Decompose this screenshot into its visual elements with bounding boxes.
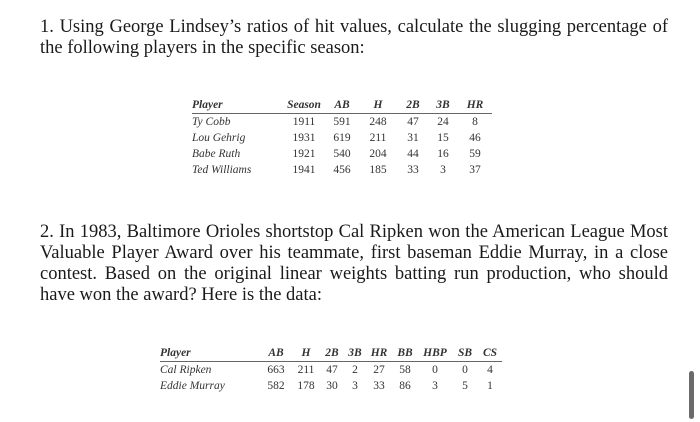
cell: 211 bbox=[369, 132, 387, 144]
cell: 663 bbox=[267, 364, 285, 376]
cell: 204 bbox=[369, 148, 387, 160]
cell: 4 bbox=[487, 364, 493, 376]
cell: 31 bbox=[407, 132, 419, 144]
cell: 16 bbox=[437, 148, 449, 160]
cell: 24 bbox=[437, 116, 449, 128]
player-name: Babe Ruth bbox=[192, 148, 241, 160]
cell: 47 bbox=[326, 364, 338, 376]
question-2-table bbox=[160, 345, 502, 394]
cell: 591 bbox=[333, 116, 351, 128]
player-name: Lou Gehrig bbox=[192, 132, 246, 144]
cell: 178 bbox=[297, 380, 315, 392]
table-row bbox=[192, 146, 492, 162]
player-name: Eddie Murray bbox=[160, 380, 225, 392]
question-1-table bbox=[192, 97, 492, 178]
cell: 37 bbox=[469, 164, 481, 176]
cell: 185 bbox=[369, 164, 387, 176]
cell: 248 bbox=[369, 116, 387, 128]
cell: 619 bbox=[333, 132, 351, 144]
table-row bbox=[192, 162, 492, 178]
header-hr: HR bbox=[458, 97, 492, 114]
cell: 582 bbox=[267, 380, 285, 392]
table-row bbox=[192, 114, 492, 131]
cell: 1921 bbox=[292, 148, 316, 160]
player-name: Cal Ripken bbox=[160, 364, 212, 376]
header-3b: 3B bbox=[428, 97, 458, 114]
cell: 44 bbox=[407, 148, 419, 160]
cell: 1931 bbox=[292, 132, 316, 144]
table-header-row bbox=[192, 97, 492, 114]
header-ab: AB bbox=[260, 345, 292, 362]
header-3b: 3B bbox=[344, 345, 366, 362]
header-player: Player bbox=[192, 97, 282, 114]
cell: 58 bbox=[399, 364, 411, 376]
cell: 15 bbox=[437, 132, 449, 144]
question-2-text: 2. In 1983, Baltimore Orioles shortstop Cal Ripken won the American League Most Valuable Player Award over his teammate, first baseman Eddie Murray, in a close contest. Based on the original linear weights batting run production, who should have won the award? Here is the data: bbox=[40, 222, 668, 305]
table-row bbox=[160, 362, 502, 379]
cell: 3 bbox=[352, 380, 358, 392]
cell: 0 bbox=[432, 364, 438, 376]
cell: 30 bbox=[326, 380, 338, 392]
cell: 1911 bbox=[292, 116, 316, 128]
header-hr: HR bbox=[366, 345, 392, 362]
cell: 3 bbox=[432, 380, 438, 392]
header-bb: BB bbox=[392, 345, 418, 362]
cell: 86 bbox=[399, 380, 411, 392]
header-h: H bbox=[292, 345, 320, 362]
cell: 456 bbox=[333, 164, 351, 176]
cell: 33 bbox=[373, 380, 385, 392]
cell: 27 bbox=[373, 364, 385, 376]
header-2b: 2B bbox=[398, 97, 428, 114]
header-hbp: HBP bbox=[418, 345, 452, 362]
cell: 1 bbox=[487, 380, 493, 392]
cell: 46 bbox=[469, 132, 481, 144]
cell: 47 bbox=[407, 116, 419, 128]
player-name: Ted Williams bbox=[192, 164, 252, 176]
cell: 59 bbox=[469, 148, 481, 160]
cell: 1941 bbox=[292, 164, 316, 176]
cell: 211 bbox=[297, 364, 315, 376]
cell: 8 bbox=[472, 116, 478, 128]
question-1-text: 1. Using George Lindsey’s ratios of hit values, calculate the slugging percentage of the following players in the specific season: bbox=[40, 17, 668, 58]
table-row bbox=[160, 378, 502, 394]
player-name: Ty Cobb bbox=[192, 116, 231, 128]
cell: 2 bbox=[352, 364, 358, 376]
vertical-scrollbar[interactable] bbox=[689, 371, 694, 419]
header-player: Player bbox=[160, 345, 260, 362]
header-2b: 2B bbox=[320, 345, 344, 362]
table-header-row bbox=[160, 345, 502, 362]
cell: 5 bbox=[462, 380, 468, 392]
table-row bbox=[192, 130, 492, 146]
header-ab: AB bbox=[326, 97, 358, 114]
cell: 540 bbox=[333, 148, 351, 160]
header-h: H bbox=[358, 97, 398, 114]
header-season: Season bbox=[282, 97, 326, 114]
cell: 33 bbox=[407, 164, 419, 176]
cell: 0 bbox=[462, 364, 468, 376]
cell: 3 bbox=[440, 164, 446, 176]
header-cs: CS bbox=[478, 345, 502, 362]
header-sb: SB bbox=[452, 345, 478, 362]
